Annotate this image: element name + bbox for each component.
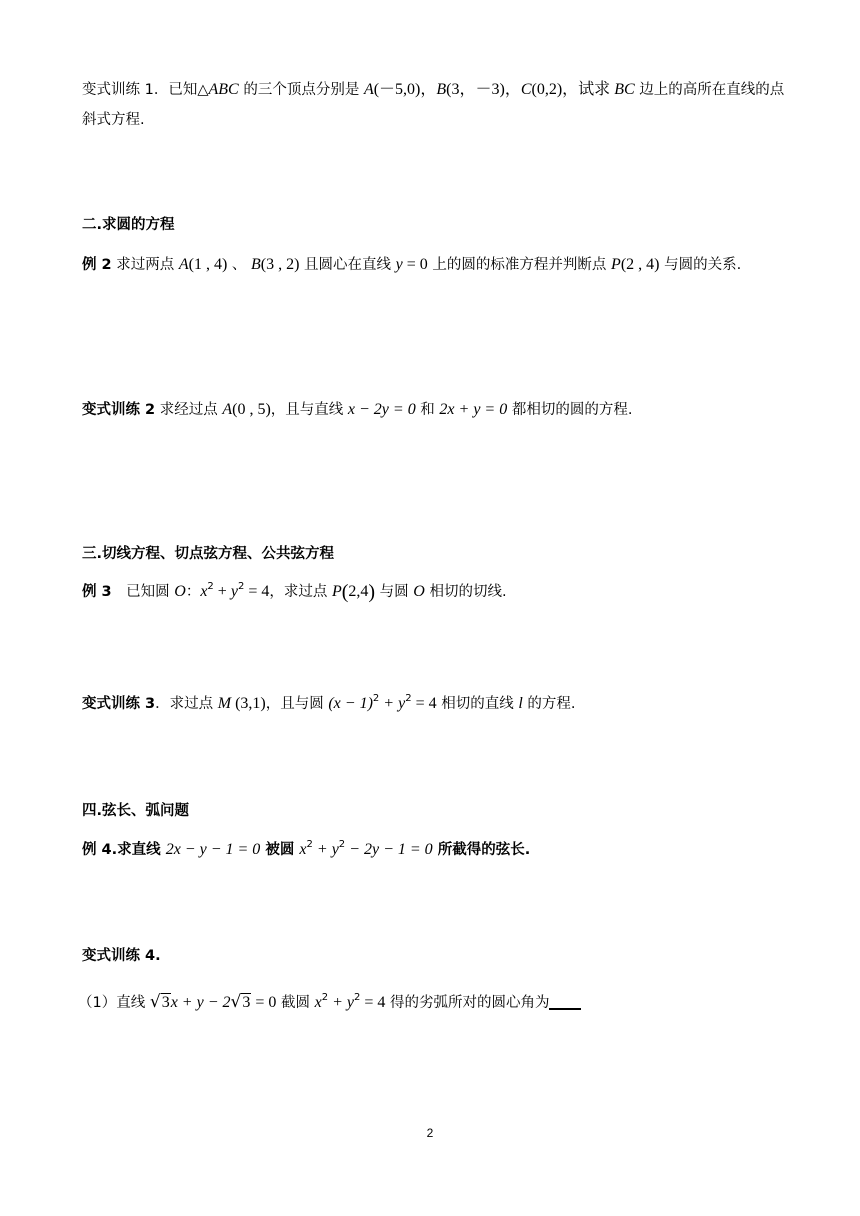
point-c: C <box>520 81 532 98</box>
example-4-text-2: 所截得的弦长. <box>432 842 531 858</box>
var-x: x <box>299 841 307 858</box>
plus: + <box>213 583 231 600</box>
sqrt-3: √3 <box>149 992 170 1012</box>
paren-open: ( <box>341 581 349 603</box>
point-p-coord: 2,4 <box>348 583 369 600</box>
line-mid-terms: x + y − 2 <box>170 994 231 1011</box>
variant-1-prefix: 变式训练 1．已知△ <box>82 82 209 98</box>
point-b: B <box>436 81 447 98</box>
sqrt-3: √3 <box>230 992 251 1012</box>
segment-bc: BC <box>614 81 635 98</box>
section-3-title: 三.切线方程、切点弦方程、公共弦方程 <box>82 546 335 562</box>
point-b-coord: (3，－3)， <box>446 81 521 98</box>
variant-3-label: 变式训练 3 <box>82 696 156 712</box>
variant-4-question-1 <box>78 990 778 1015</box>
variant-4-text: 截圆 <box>276 995 315 1011</box>
example-3-text-3: 与圆 <box>375 584 414 600</box>
circle-rhs: = 4 <box>244 583 270 600</box>
line-1-eq: x − 2y = 0 <box>347 401 416 418</box>
variant-1-text-end: 边上的高所在直线的点 <box>634 82 785 98</box>
variant-3-text-2: ，且与圆 <box>265 696 329 712</box>
variant-2-text-2: ，且与直线 <box>270 402 348 418</box>
line-l: l <box>518 695 523 712</box>
circle-term-2: + y <box>312 841 339 858</box>
line-eq: = 0 <box>402 256 428 273</box>
circle-term-2: + y <box>379 695 406 712</box>
exercise-variant-1 <box>82 78 785 132</box>
exponent: 2 <box>338 839 346 850</box>
circle-rhs: = 4 <box>411 695 437 712</box>
circle-term-1: (x − 1) <box>328 695 373 712</box>
example-2-sep: 、 <box>227 257 252 273</box>
triangle-name: ABC <box>208 81 239 98</box>
section-4-title: 四.弦长、弧问题 <box>82 803 190 819</box>
exponent: 2 <box>207 581 214 592</box>
circle-o: O <box>413 583 425 600</box>
sqrt-radicand: 3 <box>242 994 251 1011</box>
example-4 <box>82 838 778 862</box>
variant-3-text-3: 相切的直线 <box>436 696 519 712</box>
variant-4-label: 变式训练 4. <box>82 948 161 964</box>
var-x: x <box>200 583 208 600</box>
point-b-coord: (3 , 2) <box>260 256 300 273</box>
circle-rhs: = 4 <box>360 994 386 1011</box>
point-a-coord: (1 , 4) <box>188 256 228 273</box>
example-2 <box>82 253 778 277</box>
point-c-coord: (0,2)，试求 <box>531 81 615 98</box>
example-3-text-4: 相切的切线. <box>424 584 507 600</box>
exercise-variant-2 <box>82 398 778 422</box>
point-p: P <box>331 583 342 600</box>
example-4-label: 例 4.求直线 <box>82 842 166 858</box>
paren-close: ) <box>368 581 376 603</box>
exercise-variant-3 <box>82 692 778 716</box>
variant-3-text: ．求过点 <box>155 696 218 712</box>
exponent: 2 <box>405 693 412 704</box>
variant-2-and: 和 <box>415 402 440 418</box>
variant-2-label: 变式训练 2 <box>82 402 156 418</box>
circle-term-2: + y <box>328 994 354 1011</box>
point-b: B <box>251 256 261 273</box>
point-p-coord: (2 , 4) <box>620 256 660 273</box>
example-4-text: 被圆 <box>260 842 300 858</box>
var-x: x <box>314 994 322 1011</box>
exponent: 2 <box>306 839 313 850</box>
answer-blank[interactable] <box>549 992 581 1010</box>
example-2-label: 例 2 <box>82 257 112 273</box>
colon: ： <box>185 584 201 600</box>
example-3 <box>82 580 778 604</box>
exponent: 2 <box>353 992 361 1003</box>
line-eq: 2x − y − 1 = 0 <box>165 841 261 858</box>
page-number: 2 <box>426 1126 434 1140</box>
point-m: M <box>217 695 232 712</box>
point-a: A <box>178 256 189 273</box>
point-a: A <box>222 401 233 418</box>
example-2-text-3: 上的圆的标准方程并判断点 <box>427 257 612 273</box>
question-number: （1）直线 <box>78 995 150 1011</box>
circle-term-3: − 2y − 1 = 0 <box>345 841 433 858</box>
point-a: A <box>363 81 374 98</box>
exponent: 2 <box>237 581 245 592</box>
var-y: y <box>230 583 238 600</box>
point-a-coord: (－5,0)， <box>373 81 437 98</box>
exponent: 2 <box>321 992 329 1003</box>
example-2-text-4: 与圆的关系. <box>659 257 742 273</box>
example-2-text-2: 且圆心在直线 <box>299 257 396 273</box>
sqrt-radicand: 3 <box>161 994 170 1011</box>
line-2-eq: 2x + y = 0 <box>439 401 508 418</box>
example-2-text: 求过两点 <box>111 257 179 273</box>
variant-2-text-3: 都相切的圆的方程. <box>507 402 633 418</box>
line-rhs: = 0 <box>251 994 277 1011</box>
point-m-coord: (3,1) <box>231 695 266 712</box>
variant-1-text: 的三个顶点分别是 <box>238 82 364 98</box>
variant-2-text: 求经过点 <box>155 402 223 418</box>
exponent: 2 <box>372 693 380 704</box>
line-var: y <box>395 256 403 273</box>
variant-1-line2: 斜式方程. <box>82 112 145 128</box>
point-a-coord: (0 , 5) <box>232 401 271 418</box>
example-3-label: 例 3 <box>82 584 112 600</box>
variant-3-text-4: 的方程. <box>522 696 576 712</box>
variant-4-text-2: 得的劣弧所对的圆心角为 <box>385 995 550 1011</box>
example-3-text: 已知圆 <box>111 584 175 600</box>
point-p: P <box>611 256 621 273</box>
example-3-text-2: ，求过点 <box>269 584 332 600</box>
section-2-title: 二.求圆的方程 <box>82 217 175 233</box>
circle-o: O <box>174 583 186 600</box>
